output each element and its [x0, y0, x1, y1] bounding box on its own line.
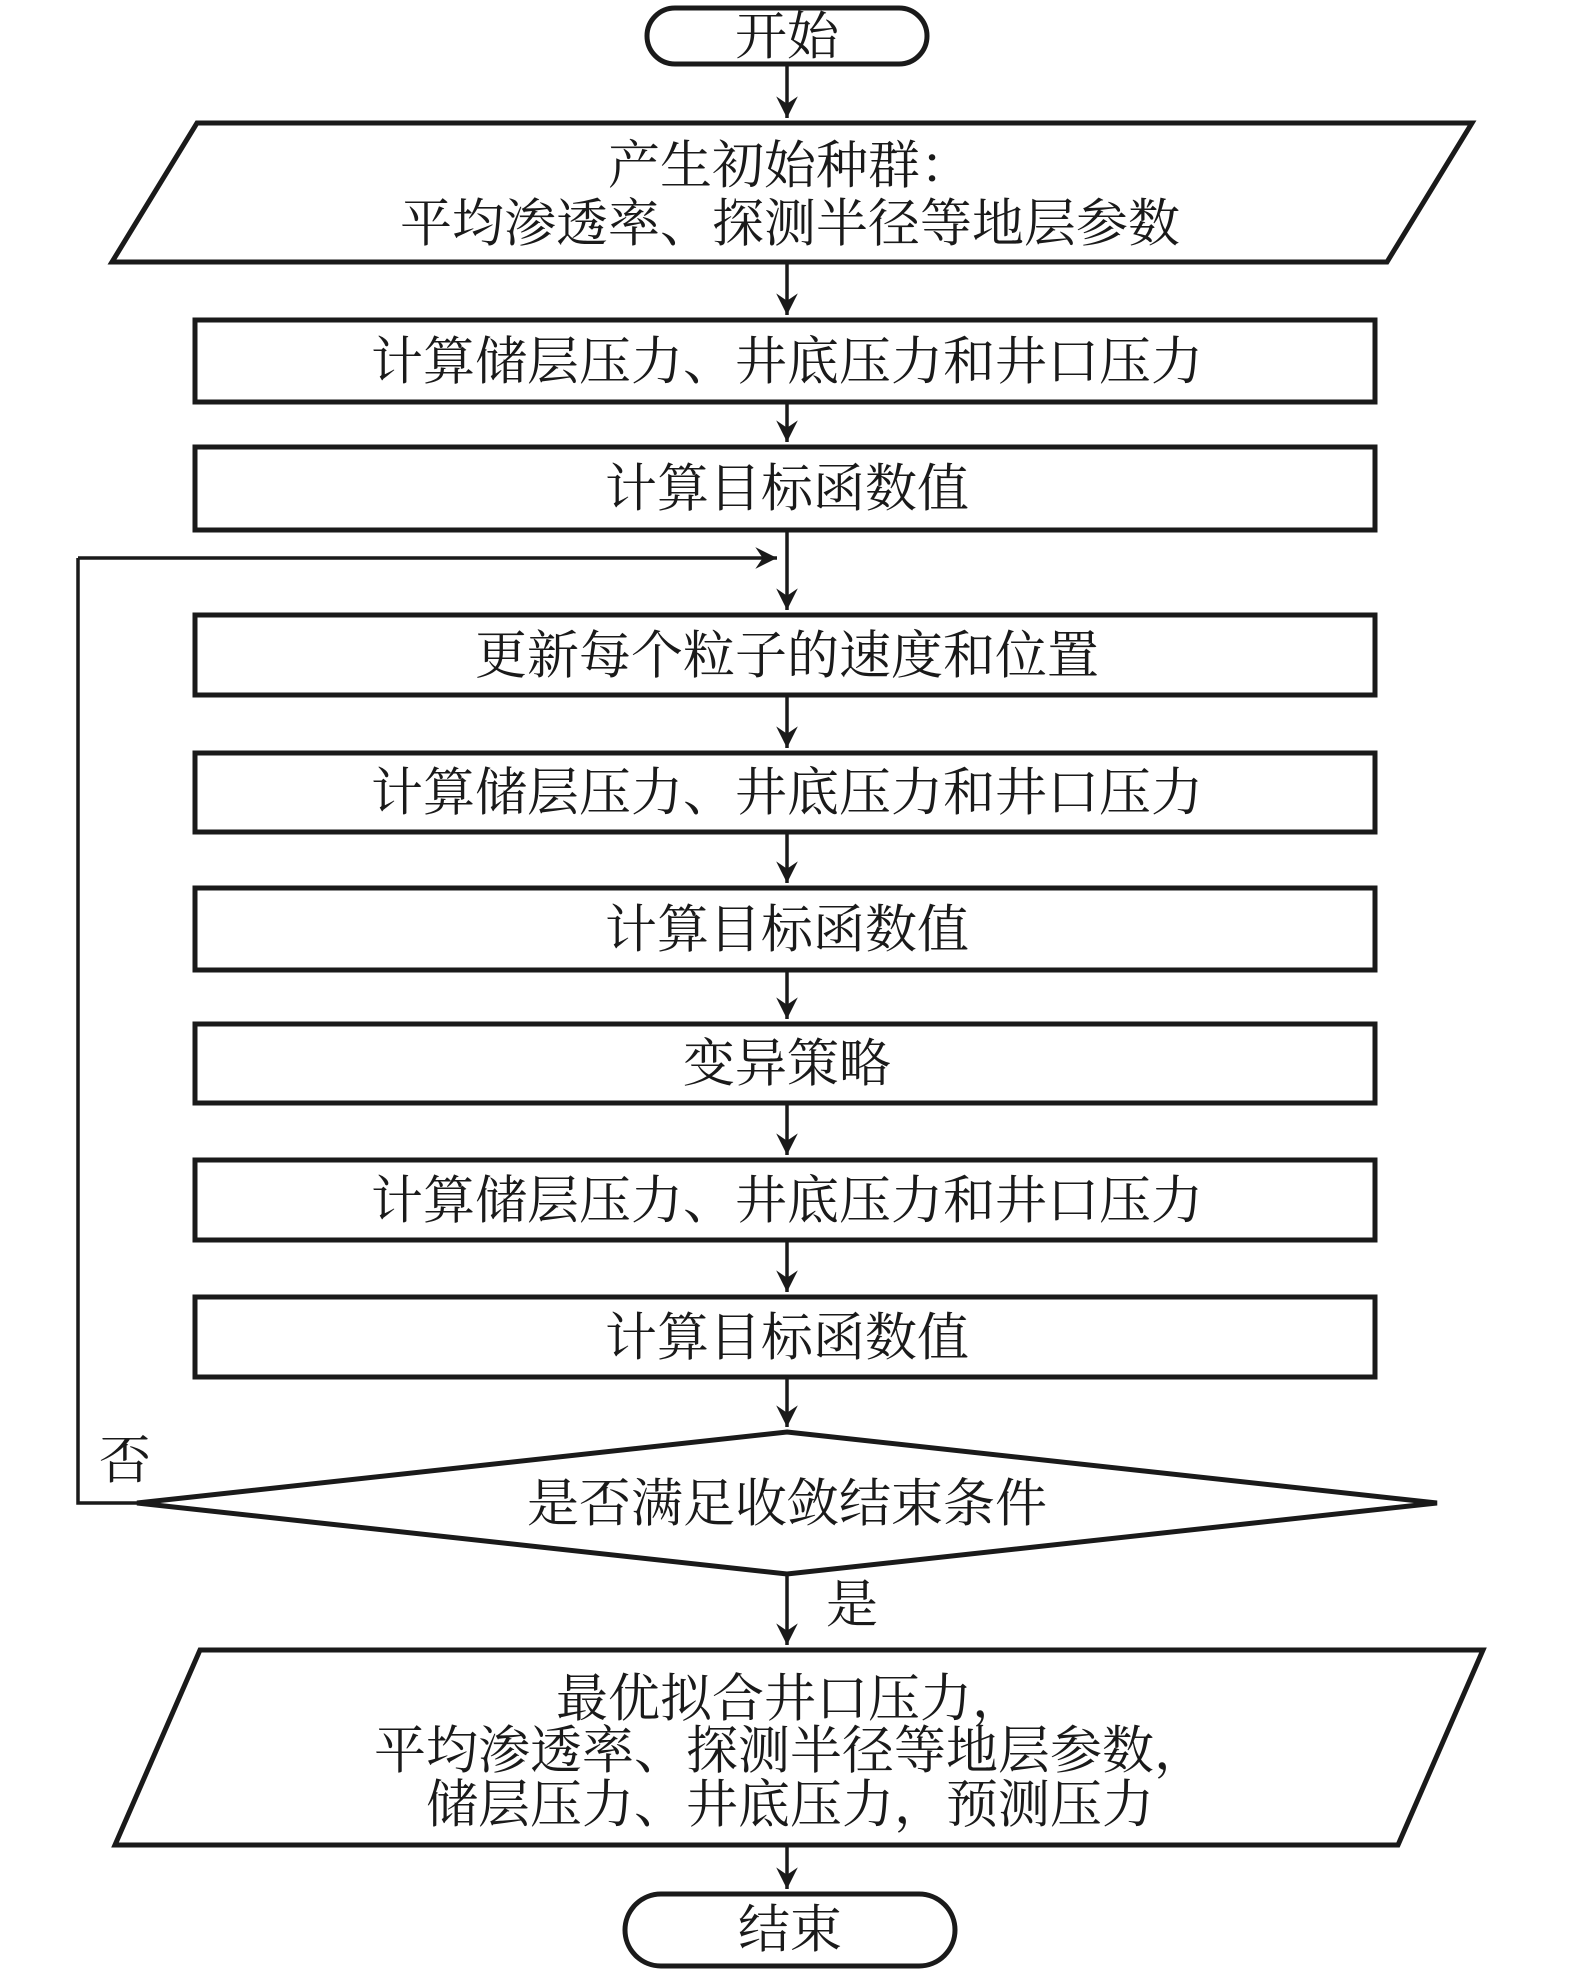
generate-initial-population-node — [112, 123, 1472, 262]
mutation-strategy-label: 变异策略 — [682, 1036, 892, 1094]
branch-yes-label: 是 — [825, 1577, 879, 1635]
end-node — [625, 1894, 955, 1966]
calc-objective-2-node — [195, 888, 1375, 970]
calc-objective-3-node — [195, 1297, 1375, 1377]
start-node — [647, 8, 927, 67]
convergence-check-label: 是否满足收敛结束条件 — [526, 1476, 1048, 1534]
optimal-output-line2: 平均渗透率、探测半径等地层参数， — [373, 1723, 1207, 1781]
optimal-output-line1: 最优拟合井口压力， — [555, 1671, 1025, 1729]
calc-pressure-2-label: 计算储层压力、井底压力和井口压力 — [370, 765, 1204, 823]
calc-pressure-2-node — [195, 753, 1375, 832]
calc-pressure-3-label: 计算储层压力、井底压力和井口压力 — [370, 1173, 1204, 1231]
initial-population-line1: 产生初始种群： — [607, 138, 973, 196]
update-velocity-position-label: 更新每个粒子的速度和位置 — [474, 628, 1100, 686]
calc-objective-1-label: 计算目标函数值 — [604, 461, 970, 519]
calc-pressure-1-node — [195, 320, 1375, 402]
calc-objective-2-label: 计算目标函数值 — [604, 902, 970, 960]
calc-objective-1-node — [195, 447, 1375, 530]
start-label: 开始 — [734, 9, 840, 67]
optimal-output-node — [115, 1650, 1483, 1845]
edge-decision-no-loop — [78, 558, 137, 1503]
branch-no-label: 否 — [98, 1433, 152, 1491]
end-label: 结束 — [737, 1902, 843, 1960]
update-velocity-position-node — [195, 615, 1375, 695]
initial-population-line2: 平均渗透率、探测半径等地层参数 — [399, 196, 1181, 254]
calc-objective-3-label: 计算目标函数值 — [604, 1310, 970, 1368]
optimal-output-line3: 储层压力、井底压力，预测压力 — [425, 1777, 1155, 1835]
calc-pressure-3-node — [195, 1160, 1375, 1240]
convergence-check-node — [137, 1432, 1437, 1574]
mutation-strategy-node — [195, 1024, 1375, 1103]
calc-pressure-1-label: 计算储层压力、井底压力和井口压力 — [370, 334, 1204, 392]
